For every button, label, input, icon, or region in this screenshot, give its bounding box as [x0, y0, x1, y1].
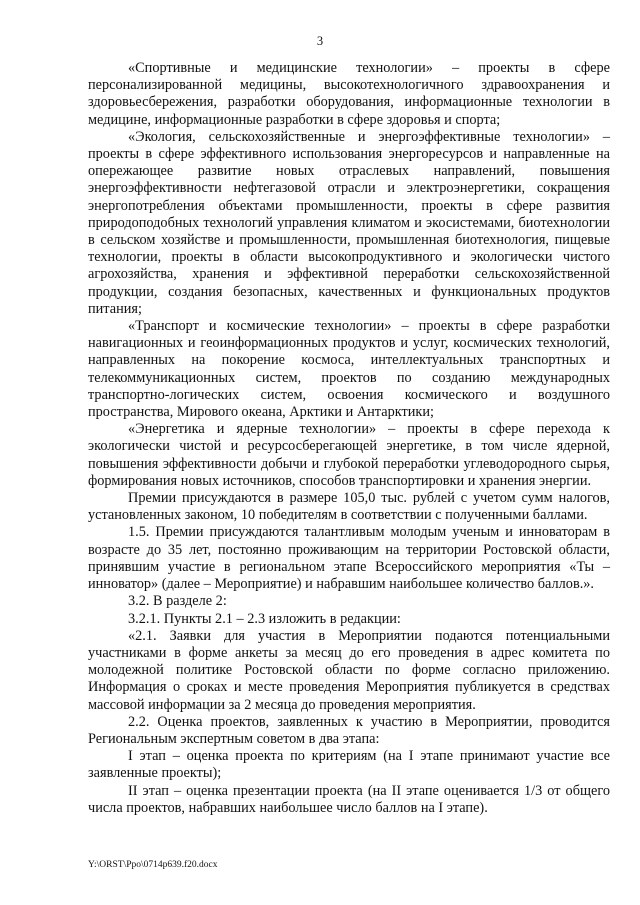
page-number: 3: [316, 34, 324, 48]
paragraph-clause-3-2: 3.2. В разделе 2:: [128, 593, 227, 610]
paragraph-stage-two: II этап – оценка презентации проекта (на II этапе оценивается 1/3 от общего числа проектов, набравших наибольшее число баллов на I этапе).: [88, 782, 610, 816]
paragraph-clause-1-5: 1.5. Премии присуждаются талантливым молодым ученым и инноваторам в возрасте до 35 лет, постоянно проживающим на территории Ростовской области, принявшим участие в региональном этапе Всероссийского мероприятия «Ты – инноватор» (далее – Мероприятие) и набравшим наибольшее количество баллов.».: [88, 524, 610, 593]
paragraph-transport-space: «Транспорт и космические технологии» – проекты в сфере разработки навигационных и геоинформационных продуктов и услуг, космических технологий, направленных на покорение космоса, интеллектуальных транспортных и телекоммуникационных систем, проектов по созданию международных транспортно-логических систем, освоения космического и воздушного пространства, Мирового океана, Арктики и Антарктики;: [88, 318, 610, 421]
document-body: [88, 60, 610, 817]
paragraph-stage-one: I этап – оценка проекта по критериям (на I этапе принимают участие все заявленные проекты);: [88, 748, 610, 782]
paragraph-prize-amount: Премии присуждаются в размере 105,0 тыс. рублей с учетом сумм налогов, установленных законом, 10 победителям в соответствии с полученными баллами.: [88, 490, 610, 524]
paragraph-clause-2-2: 2.2. Оценка проектов, заявленных к участию в Мероприятии, проводится Региональным экспертным советом в два этапа:: [88, 713, 610, 747]
paragraph-sports-medical: «Спортивные и медицинские технологии» – проекты в сфере персонализированной медицины, высокотехнологичного здравоохранения и здоровьесбережения, разработки оборудования, информационные технологии в медицине, информационные разработки в сфере здоровья и спорта;: [88, 60, 610, 128]
paragraph-clause-2-1: «2.1. Заявки для участия в Мероприятии подаются потенциальными участниками в форме анкеты за месяц до его проведения в адрес комитета по молодежной политике Ростовской области по форме согласно приложению. Информация о сроках и месте проведения Мероприятия публикуется в средствах массовой информации за 2 месяца до проведения мероприятия.: [88, 627, 610, 713]
paragraph-clause-3-2-1: 3.2.1. Пункты 2.1 – 2.3 изложить в редакции:: [128, 610, 401, 627]
paragraph-energy-nuclear: «Энергетика и ядерные технологии» – проекты в сфере перехода к экологически чистой и ресурсосберегающей энергетике, в том числе ядерной, повышения эффективности добычи и глубокой переработки углеводородного сырья, формирования новых источников, способов транспортировки и хранения энергии.: [88, 421, 610, 489]
paragraph-ecology-agriculture: «Экология, сельскохозяйственные и энергоэффективные технологии» – проекты в сфере эффективного использования энергоресурсов и направленные на опережающее развитие новых отраслевых направлений, повышения энергоэффективности нефтегазовой отрасли и электроэнергетики, сокращения энергопотребления объектами промышленности, проекты в сфере развития природоподобных технологий управления климатом и экосистемами, биотехнологии в сельском хозяйстве и промышленности, промышленная биотехнология, пищевые технологии, проекты в области высокопродуктивного и экологически чистого агрохозяйства, хранения и эффективной переработки сельскохозяйственной продукции, создания безопасных, качественных и функциональных продуктов питания;: [88, 128, 610, 317]
footer-file-path: Y:\ORST\Ppo\0714p639.f20.docx: [88, 860, 218, 870]
